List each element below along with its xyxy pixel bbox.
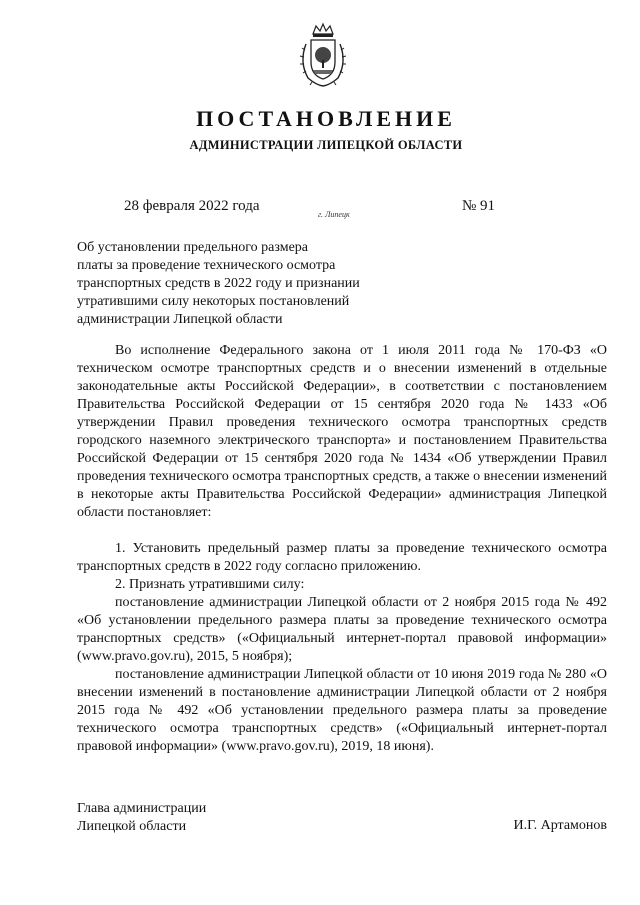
- signature-position-line1: Глава администрации: [77, 801, 207, 816]
- subject-line: утратившими силу некоторых постановлений: [77, 294, 350, 309]
- document-subject: [77, 239, 407, 329]
- subject-line: транспортных средств в 2022 году и признании: [77, 276, 360, 291]
- item-2a-paragraph: постановление администрации Липецкой области от 2 ноября 2015 года № 492 «Об установлении предельного размера платы за проведение технического осмотра транспортных средств» («Официальный интернет-портал правовой информации» (www.pravo.gov.ru), 2015, 5 ноября);: [77, 595, 607, 664]
- signature-name: И.Г. Артамонов: [513, 818, 607, 833]
- document-date: 28 февраля 2022 года: [124, 198, 260, 214]
- subject-line: платы за проведение технического осмотра: [77, 258, 336, 273]
- item-1-paragraph: 1. Установить предельный размер платы за проведение технического осмотра транспортных средств в 2022 году согласно приложению.: [77, 541, 607, 574]
- document-title: ПОСТАНОВЛЕНИЕ: [196, 106, 456, 131]
- coat-of-arms-icon: [296, 22, 350, 88]
- subject-line: Об установлении предельного размера: [77, 240, 308, 255]
- document-city: г. Липецк: [318, 210, 350, 219]
- document-subtitle: АДМИНИСТРАЦИИ ЛИПЕЦКОЙ ОБЛАСТИ: [189, 138, 463, 152]
- document-body: [77, 342, 607, 756]
- subject-line: администрации Липецкой области: [77, 312, 283, 327]
- item-2-paragraph: 2. Признать утратившими силу:: [115, 577, 305, 592]
- document-number: № 91: [462, 198, 496, 214]
- preamble-paragraph: Во исполнение Федерального закона от 1 июля 2011 года № 170-ФЗ «О техническом осмотре транспортных средств и о внесении изменений в отдельные законодательные акты Российской Федерации», в соответствии с постановлением Правительства Российской Федерации от 15 сентября 2020 года № 1433 «Об утверждении Правил проведения технического осмотра транспортных средств городского наземного электрического транспорта» и постановлением Правительства Российской Федерации от 15 сентября 2020 года № 1434 «Об утверждении Правил проведения технического осмотра транспортных средств, а также о внесении изменений в некоторые акты Правительства Российской Федерации» администрация Липецкой области постановляет:: [77, 343, 607, 520]
- signature-position-line2: Липецкой области: [77, 819, 187, 834]
- item-2b-paragraph: постановление администрации Липецкой области от 10 июня 2019 года № 280 «О внесении изменений в постановление администрации Липецкой области от 2 ноября 2015 года № 492 «Об установлении предельного размера платы за проведение технического осмотра транспортных средств» («Официальный интернет-портал правовой информации» (www.pravo.gov.ru), 2019, 18 июня).: [77, 667, 607, 754]
